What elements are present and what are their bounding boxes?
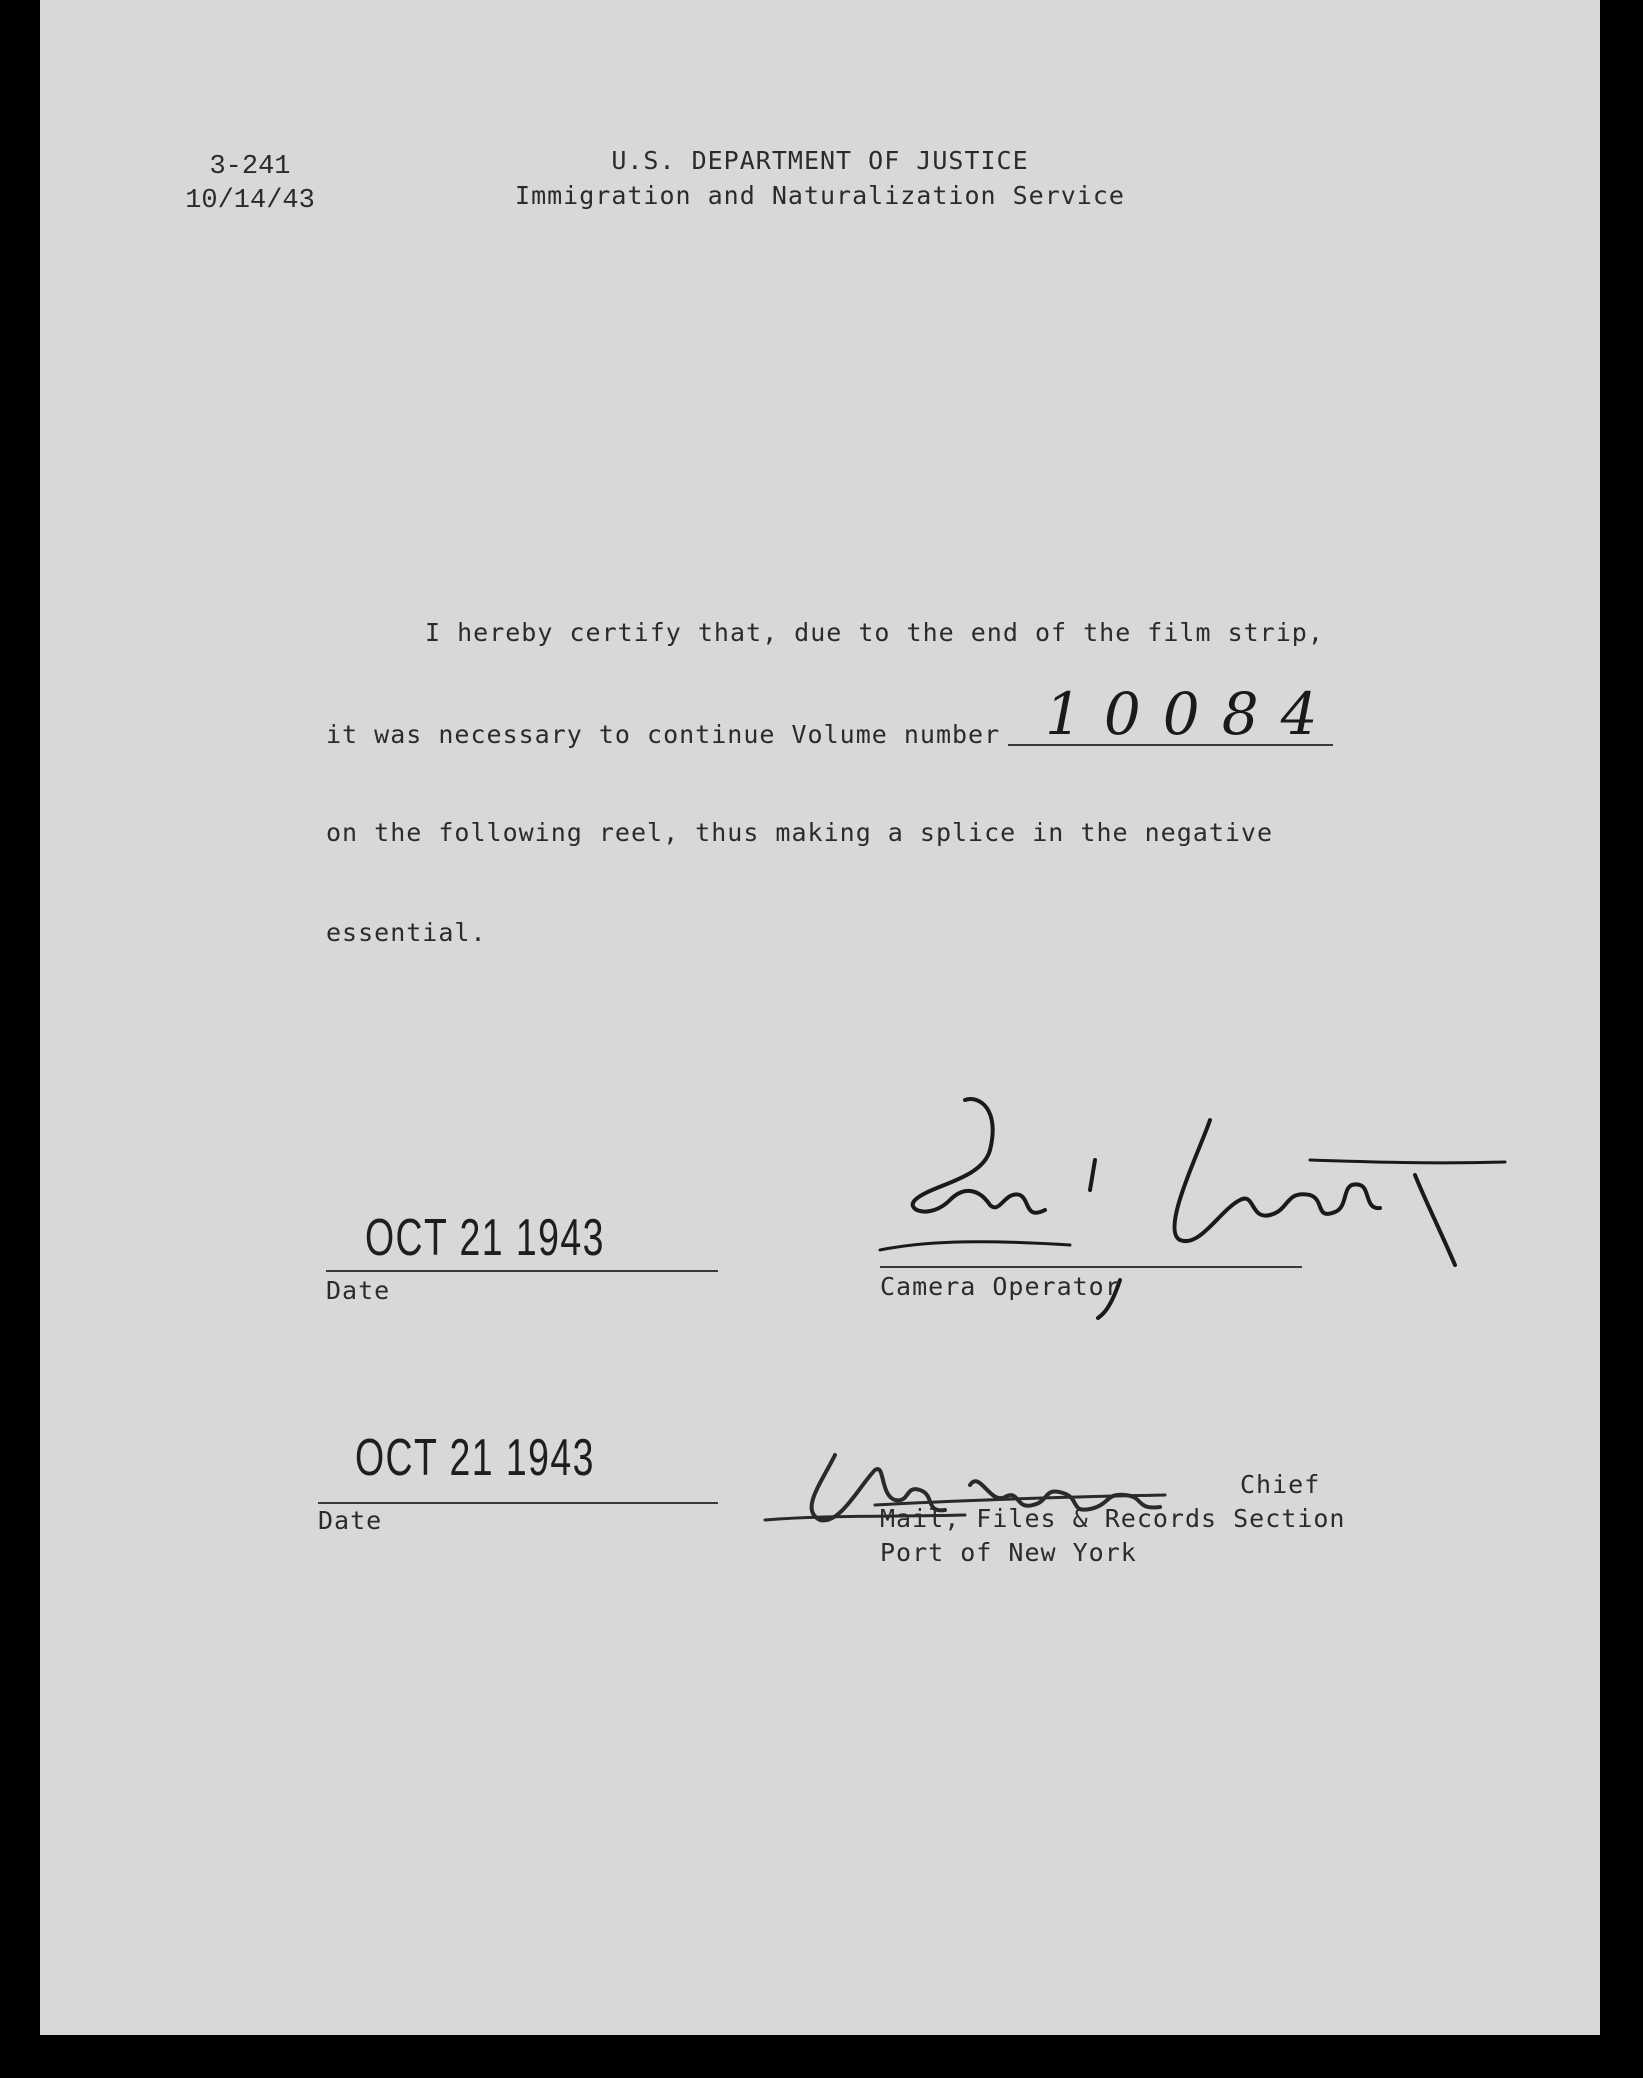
form-number: 3-241 <box>209 152 291 182</box>
camera-operator-line <box>880 1266 1302 1268</box>
date-stamp-1: OCT 21 1943 <box>365 1209 605 1267</box>
body-line-1: I hereby certify that, due to the end of the film strip, <box>425 618 1324 647</box>
document-header <box>440 143 1200 213</box>
date-label-1: Date <box>326 1276 391 1305</box>
form-date: 10/14/43 <box>185 186 315 216</box>
date-line-2 <box>318 1502 718 1504</box>
date-stamp-2: OCT 21 1943 <box>355 1429 595 1487</box>
port-title: Port of New York <box>880 1538 1137 1567</box>
camera-operator-label: Camera Operator <box>880 1272 1121 1301</box>
date-label-2: Date <box>318 1506 383 1535</box>
service-title: Immigration and Naturalization Service <box>515 181 1125 210</box>
form-code <box>185 150 315 218</box>
department-title: U.S. DEPARTMENT OF JUSTICE <box>611 146 1029 175</box>
body-line-2: it was necessary to continue Volume number <box>326 720 1001 749</box>
volume-number-handwritten: 10084 <box>1045 680 1340 748</box>
section-title: Mail, Files & Records Section <box>880 1504 1346 1533</box>
body-line-3: on the following reel, thus making a splice in the negative <box>326 818 1274 847</box>
document-page <box>40 0 1600 2035</box>
date-line-1 <box>326 1270 718 1272</box>
body-line-4: essential. <box>326 918 487 947</box>
chief-title: Chief <box>1240 1470 1321 1499</box>
